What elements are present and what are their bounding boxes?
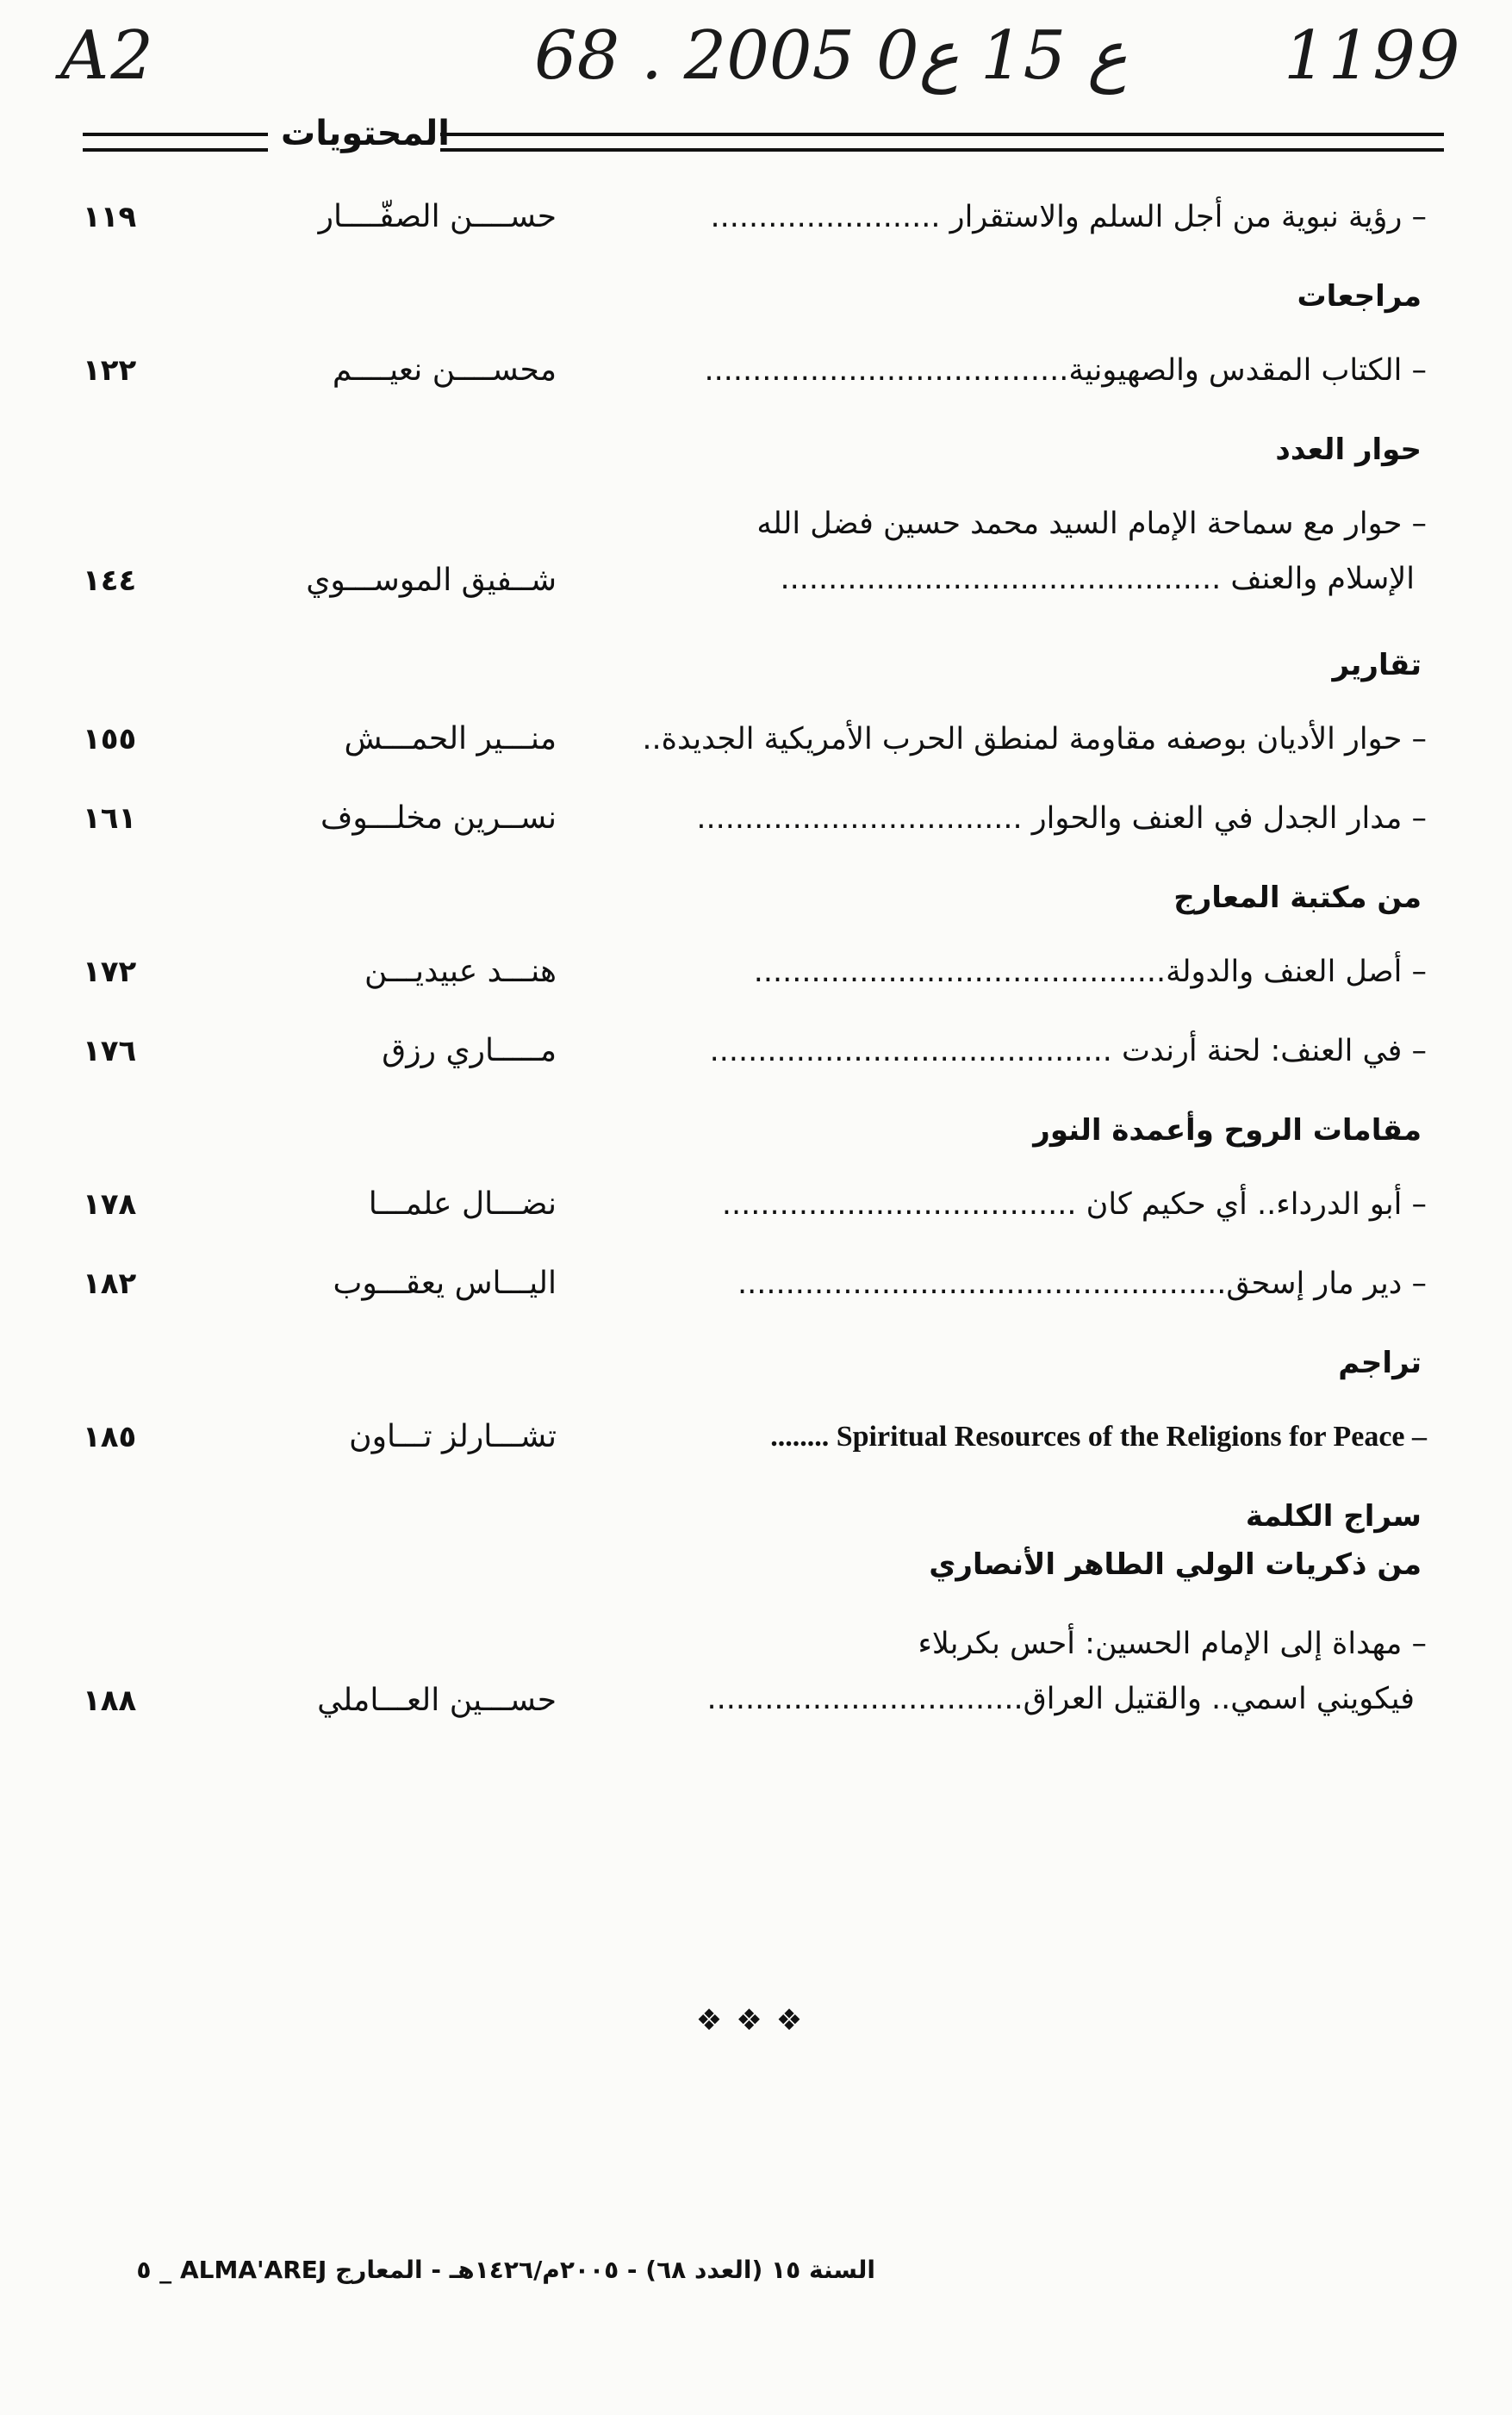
page-footer: السنة ١٥ (العدد ٦٨) - ٢٠٠٥م/١٤٢٦هـ - المعارج ALMA'AREJ _ ٥ [136, 2256, 875, 2284]
entry-page-number: ١٨٢ [83, 1267, 137, 1301]
header-rule-right [440, 133, 1444, 152]
toc-entry [83, 712, 1427, 762]
entry-title [582, 1024, 1427, 1079]
entry-author: تشـــارلز تـــاون [349, 1419, 557, 1454]
entry-page-number: ١٧٦ [83, 1034, 137, 1068]
entry-title [582, 1256, 1427, 1311]
entry-page-number: ١٨٨ [83, 1684, 137, 1718]
handwritten-note-left: A2 [60, 17, 155, 95]
section-heading: تراجم [1338, 1346, 1422, 1380]
handwritten-note-code: 68 . ع 15 ع0 2005 [534, 17, 1128, 95]
entry-title [582, 190, 1427, 245]
entry-title [582, 944, 1427, 999]
toc-entry [83, 1024, 1427, 1074]
entry-author: هنـــد عبيديـــن [364, 954, 557, 989]
entry-author: اليـــاس يعقـــوب [333, 1266, 557, 1301]
entry-author: نضـــال علمـــا [368, 1186, 557, 1222]
entry-page-number: ١٧٢ [83, 955, 137, 989]
section-heading: حوار العدد [1275, 433, 1422, 467]
entry-title [582, 712, 1427, 767]
entry-title-line: – رؤية نبوية من أجل السلم والاستقرار ........................ [710, 200, 1427, 234]
entry-title-line: ........ Spiritual Resources of the Religions for Peace – [770, 1421, 1427, 1453]
entry-page-number: ١٦١ [83, 801, 137, 836]
entry-author: منـــير الحمـــش [344, 721, 557, 756]
toc-entry [83, 791, 1427, 841]
entry-title-line: – أبو الدرداء.. أي حكيم كان ..................................... [721, 1187, 1427, 1222]
toc-entry [83, 944, 1427, 994]
section-subheading: من ذكريات الولي الطاهر الأنصاري [929, 1547, 1422, 1582]
entry-page-number: ١١٩ [83, 200, 137, 234]
entry-title-line: – حوار الأديان بوصفه مقاومة لمنطق الحرب الأمريكية الجديدة.. [642, 722, 1427, 756]
entry-page-number: ١٤٤ [83, 563, 137, 598]
section-heading: سراج الكلمة [1245, 1499, 1422, 1534]
entry-title [582, 1616, 1427, 1727]
entry-title-line: الإسلام والعنف .............................................. [780, 562, 1415, 596]
entry-page-number: ١٧٨ [83, 1187, 137, 1222]
toc-entry [83, 1410, 1427, 1460]
toc-entry [83, 1256, 1427, 1306]
toc-section [83, 881, 1427, 1074]
header-rule-left [83, 133, 268, 152]
entry-page-number: ١٨٥ [83, 1420, 137, 1454]
toc-entry [83, 1177, 1427, 1227]
toc-section [83, 279, 1427, 393]
entry-author: شــفيق الموســـوي [306, 563, 557, 598]
toc-section [83, 1346, 1427, 1460]
section-heading: مقامات الروح وأعمدة النور [1033, 1113, 1422, 1148]
toc-section [83, 1113, 1427, 1306]
entry-author: مـــــاري رزق [382, 1033, 557, 1068]
toc-entry [83, 190, 1427, 240]
entry-title [582, 496, 1427, 607]
entry-title-line: – مدار الجدل في العنف والحوار .................................. [696, 801, 1427, 836]
handwritten-note-right: 1199 [1284, 17, 1462, 95]
entry-title-line: – في العنف: لحنة أرندت .......................................... [709, 1034, 1427, 1068]
section-heading: تقارير [1332, 648, 1422, 682]
section-heading: مراجعات [1297, 279, 1422, 314]
page-header [83, 114, 1444, 155]
entry-title [582, 791, 1427, 846]
section-ornament: ❖❖❖ [695, 2003, 817, 2038]
toc-section [83, 648, 1427, 841]
toc-entry [83, 1616, 1427, 1728]
entry-title-line: – الكتاب المقدس والصهيونية...................................... [704, 353, 1427, 388]
entry-title-line: – أصل العنف والدولة........................................... [753, 955, 1427, 989]
entry-title-line: – حوار مع سماحة الإمام السيد محمد حسين فضل الله [756, 507, 1427, 541]
toc-section [83, 1499, 1427, 1728]
entry-author: محســــن نعيــــم [332, 352, 557, 388]
entry-page-number: ١٢٢ [83, 353, 137, 388]
toc-section [83, 433, 1427, 608]
entry-title [582, 1177, 1427, 1232]
entry-title-line: فيكويني اسمي.. والقتيل العراق................................. [706, 1682, 1415, 1716]
entry-author: نســرين مخلـــوف [320, 800, 557, 836]
entry-author: حســـين العـــاملي [317, 1683, 557, 1718]
entry-title-line: – مهداة إلى الإمام الحسين: أحس بكربلاء [918, 1627, 1427, 1661]
toc-section [83, 190, 1427, 240]
entry-title [582, 343, 1427, 398]
entry-title [582, 1410, 1427, 1465]
table-of-contents [83, 190, 1427, 1768]
toc-entry [83, 343, 1427, 393]
entry-page-number: ١٥٥ [83, 722, 137, 756]
page-title: المحتويات [281, 114, 451, 153]
entry-author: حســــن الصفّــــار [318, 199, 557, 234]
toc-entry [83, 496, 1427, 608]
section-heading: من مكتبة المعارج [1173, 881, 1422, 915]
entry-title-line: – دير مار إسحق................................................... [737, 1267, 1427, 1301]
